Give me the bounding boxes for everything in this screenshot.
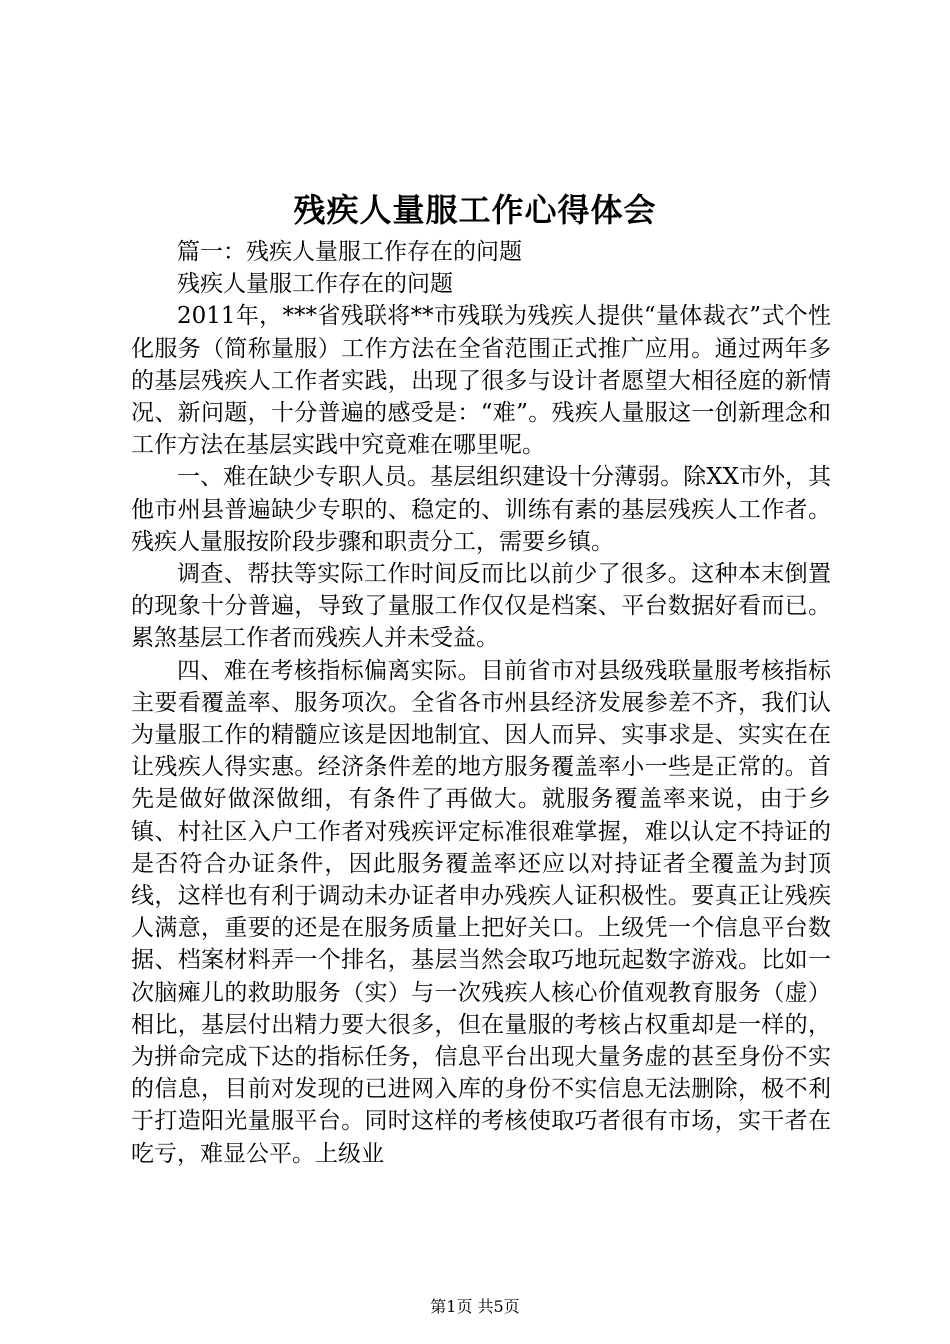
body-paragraph-continuation: 调查、帮扶等实际工作时间反而比以前少了很多。这种本末倒置的现象十分普遍，导致了量服工作仅仅是档案、平台数据好看而已。累煞基层工作者而残疾人并未受益。: [131, 561, 831, 652]
body-paragraph-intro: 2011年，***省残联将**市残联为残疾人提供“量体裁衣”式个性化服务（简称量服）工作方法在全省范围正式推广应用。通过两年多的基层残疾人工作者实践，出现了很多与设计者愿望大相径庭的新情况、新问题，十分普遍的感受是：“难”。残疾人量服这一创新理念和工作方法在基层实践中究竟难在哪里呢。: [131, 303, 831, 459]
section-subheading: 残疾人量服工作存在的问题: [177, 271, 453, 298]
section-heading: 篇一：残疾人量服工作存在的问题: [177, 239, 522, 265]
page-footer: 第1页 共5页: [430, 1297, 520, 1316]
document-title: 残疾人量服工作心得体会: [293, 191, 657, 229]
document-body: [131, 236, 831, 1170]
body-paragraph-point-1: 一、难在缺少专职人员。基层组织建设十分薄弱。除XX市外，其他市州县普遍缺少专职的、稳定的、训练有素的基层残疾人工作者。残疾人量服按阶段步骤和职责分工，需要乡镇。: [131, 464, 831, 555]
body-paragraph-point-4: 四、难在考核指标偏离实际。目前省市对县级残联量服考核指标主要看覆盖率、服务项次。全省各市州县经济发展参差不齐，我们认为量服工作的精髓应该是因地制宜、因人而异、实事求是、实实在在让残疾人得实惠。经济条件差的地方服务覆盖率小一些是正常的。首先是做好做深做细，有条件了再做大。就服务覆盖率来说，由于乡镇、村社区入户工作者对残疾评定标准很难掌握，难以认定不持证的是否符合办证条件，因此服务覆盖率还应以对持证者全覆盖为封顶线，这样也有利于调动未办证者申办残疾人证积极性。要真正让残疾人满意，重要的还是在服务质量上把好关口。上级凭一个信息平台数据、档案材料弄一个排名，基层当然会取巧地玩起数字游戏。比如一次脑瘫儿的救助服务（实）与一次残疾人核心价值观教育服务（虚）相比，基层付出精力要大很多，但在量服的考核占权重却是一样的，为拼命完成下达的指标任务，信息平台出现大量务虚的甚至身份不实的信息，目前对发现的已进网入库的身份不实信息无法删除，极不利于打造阳光量服平台。同时这样的考核使取巧者很有市场，实干者在吃亏，难显公平。上级业: [131, 657, 831, 1167]
